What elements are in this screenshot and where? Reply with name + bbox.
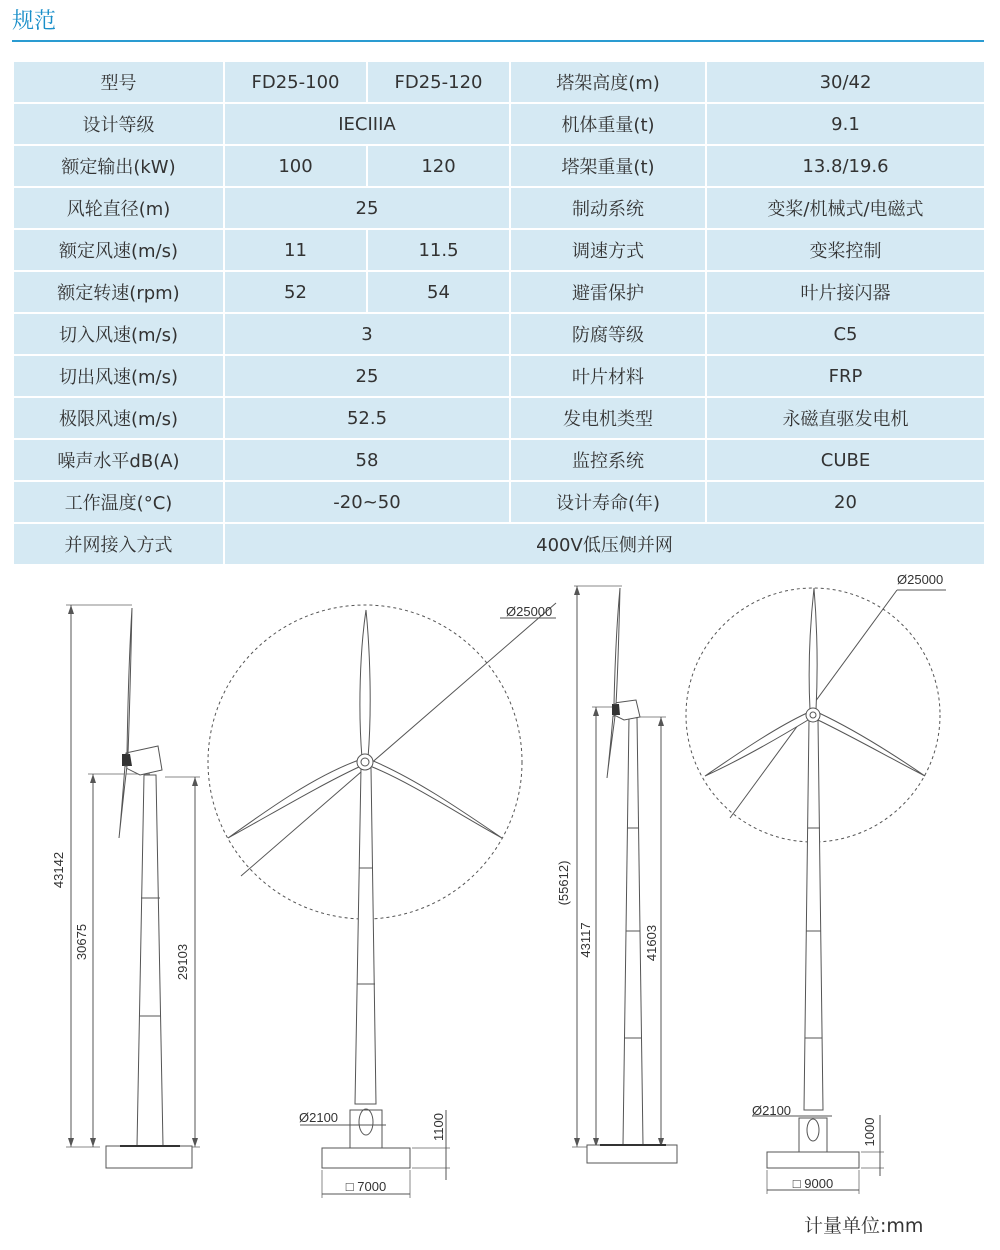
spec-label: 调速方式 <box>510 229 706 271</box>
spec-label: 额定输出(kW) <box>13 145 224 187</box>
spec-value: 13.8/19.6 <box>706 145 985 187</box>
title-rule <box>12 40 984 42</box>
spec-value: -20~50 <box>224 481 510 523</box>
spec-label: 工作温度(°C) <box>13 481 224 523</box>
foundation-width-label-42: □ 9000 <box>792 1176 834 1191</box>
spec-value-fd25-120: 120 <box>367 145 510 187</box>
spec-value: 52.5 <box>224 397 510 439</box>
dim-hub-height: 30675 <box>74 923 89 961</box>
dim-total-height: 43142 <box>51 851 66 889</box>
dim-tower-height: 29103 <box>175 943 190 981</box>
spec-label: 塔架重量(t) <box>510 145 706 187</box>
spec-label: 切入风速(m/s) <box>13 313 224 355</box>
spec-label: 塔架高度(m) <box>510 61 706 103</box>
spec-row <box>13 439 985 481</box>
spec-label: 防腐等级 <box>510 313 706 355</box>
spec-table <box>12 60 986 566</box>
spec-label: 制动系统 <box>510 187 706 229</box>
rotor-diameter-label-42: Ø25000 <box>897 572 944 587</box>
turbine-drawings <box>0 570 1000 1250</box>
side-view-30m <box>51 605 200 1168</box>
dim-hub-height-42: 43117 <box>578 922 593 958</box>
spec-label: 设计等级 <box>13 103 224 145</box>
unit-note: 计量单位:mm <box>804 1215 924 1237</box>
spec-label: 监控系统 <box>510 439 706 481</box>
foundation-width-label: □ 7000 <box>345 1179 387 1194</box>
spec-row <box>13 355 985 397</box>
spec-label: 并网接入方式 <box>13 523 224 565</box>
spec-row <box>13 271 985 313</box>
dim-tip-height: (55612) <box>556 860 571 906</box>
spec-value-fd25-120: FD25-120 <box>367 61 510 103</box>
spec-label: 额定风速(m/s) <box>13 229 224 271</box>
spec-row <box>13 313 985 355</box>
spec-row <box>13 145 985 187</box>
spec-value: 叶片接闪器 <box>706 271 985 313</box>
spec-value-fd25-100: 100 <box>224 145 367 187</box>
spec-value: FRP <box>706 355 985 397</box>
spec-value: C5 <box>706 313 985 355</box>
spec-label: 机体重量(t) <box>510 103 706 145</box>
spec-label: 设计寿命(年) <box>510 481 706 523</box>
rotor-diameter-label: Ø25000 <box>506 604 553 619</box>
spec-row <box>13 61 985 103</box>
spec-value: 30/42 <box>706 61 985 103</box>
foundation-depth-label: 1100 <box>431 1113 446 1141</box>
spec-value-fd25-100: 11 <box>224 229 367 271</box>
spec-value-fd25-120: 11.5 <box>367 229 510 271</box>
spec-row <box>13 523 985 565</box>
spec-label: 叶片材料 <box>510 355 706 397</box>
spec-label: 避雷保护 <box>510 271 706 313</box>
spec-row <box>13 103 985 145</box>
spec-value: 3 <box>224 313 510 355</box>
spec-label: 额定转速(rpm) <box>13 271 224 313</box>
spec-value: CUBE <box>706 439 985 481</box>
spec-value-fd25-120: 54 <box>367 271 510 313</box>
spec-value-fd25-100: FD25-100 <box>224 61 367 103</box>
spec-label: 切出风速(m/s) <box>13 355 224 397</box>
tower-diameter-label-42: Ø2100 <box>752 1103 792 1118</box>
spec-value-fd25-100: 52 <box>224 271 367 313</box>
spec-label: 型号 <box>13 61 224 103</box>
side-view-42m <box>556 586 677 1163</box>
spec-value: IECIIIA <box>224 103 510 145</box>
spec-label: 发电机类型 <box>510 397 706 439</box>
spec-row <box>13 187 985 229</box>
spec-value: 9.1 <box>706 103 985 145</box>
spec-value: 400V低压侧并网 <box>224 523 985 565</box>
spec-row <box>13 229 985 271</box>
spec-label: 极限风速(m/s) <box>13 397 224 439</box>
front-view-30m <box>208 603 556 1198</box>
spec-label: 风轮直径(m) <box>13 187 224 229</box>
spec-value: 变桨控制 <box>706 229 985 271</box>
spec-value: 永磁直驱发电机 <box>706 397 985 439</box>
spec-label: 噪声水平dB(A) <box>13 439 224 481</box>
spec-row <box>13 481 985 523</box>
spec-value: 变桨/机械式/电磁式 <box>706 187 985 229</box>
tower-diameter-label: Ø2100 <box>299 1110 339 1125</box>
page-title: 规范 <box>12 9 57 34</box>
front-view-42m <box>686 572 946 1194</box>
dim-tower-height-42: 41603 <box>644 924 659 962</box>
spec-row <box>13 397 985 439</box>
spec-value: 25 <box>224 355 510 397</box>
foundation-depth-label-42: 1000 <box>862 1117 877 1147</box>
spec-value: 25 <box>224 187 510 229</box>
spec-value: 20 <box>706 481 985 523</box>
spec-value: 58 <box>224 439 510 481</box>
